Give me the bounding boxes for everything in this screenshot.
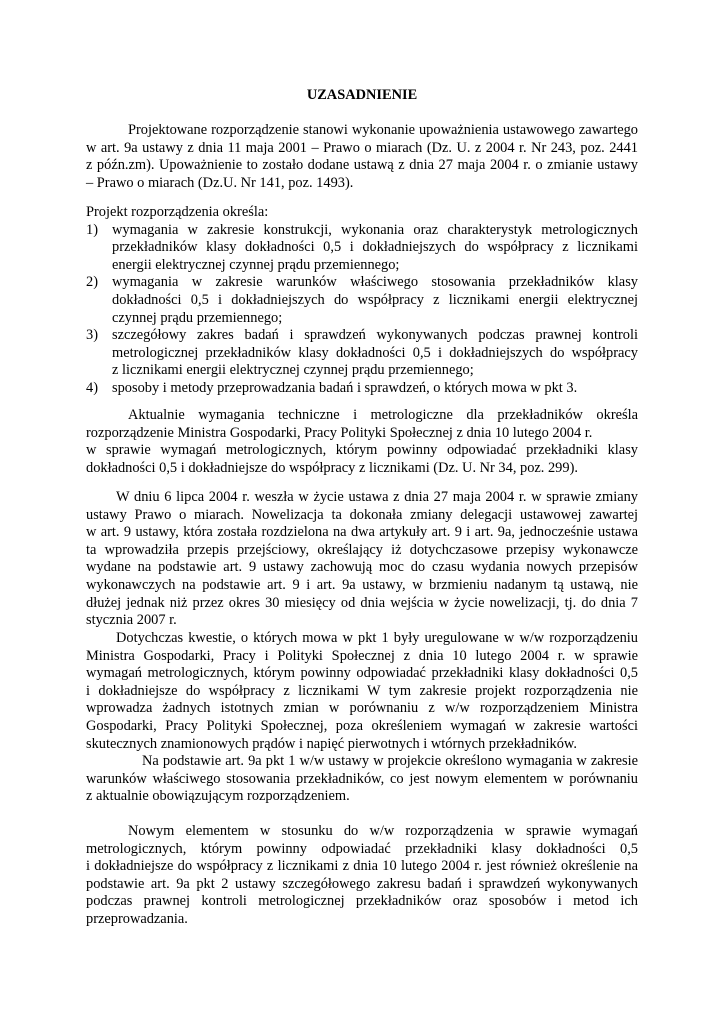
- text-line: z aktualnie obowiązującym rozporządzeniem.: [86, 788, 350, 805]
- list-item: [86, 274, 638, 327]
- text-line: w sprawie wymagań metrologicznych, którym powinny odpowiadać przekładniki klasy: [86, 442, 638, 459]
- text-line: z licznikami energii elektrycznej czynnej prądu przemiennego;: [112, 362, 474, 379]
- list-item: [86, 327, 638, 380]
- paragraph-previous-regulation: [86, 630, 638, 753]
- list-item-number: 2): [86, 274, 98, 291]
- paragraph-amendment: [86, 489, 638, 630]
- text-line: wymagania w zakresie warunków właściwego stosowania przekładników klasy: [112, 274, 638, 291]
- text-line: ta wprowadziła przepis przejściowy, określający iż dotychczasowe przepisy wykonawcze: [86, 541, 638, 558]
- paragraph-legal-basis: [86, 122, 638, 192]
- text-line: energii elektrycznej czynnej prądu przemiennego;: [112, 256, 400, 273]
- text-line: w art. 9 ustawy, która została rozdzielona na dwa artykuły art. 9 i art. 9a, jednocześnie ustawa: [86, 524, 638, 541]
- text-line: Gospodarki, Pracy Polityki Społecznej, poza określeniem wymagań w zakresie wartości: [86, 717, 638, 734]
- text-line: z późn.zm). Upoważnienie to zostało dodane ustawą z dnia 27 maja 2004 r. o zmianie ustawy: [86, 157, 638, 174]
- text-line: Nowym elementem w stosunku do w/w rozporządzenia w sprawie wymagań: [128, 823, 638, 839]
- text-line: i dokładniejsze do współpracy z licznikami W tym zakresie projekt rozporządzenia nie: [86, 682, 638, 699]
- text-line: w art. 9a ustawy z dnia 11 maja 2001 – Prawo o miarach (Dz. U. z 2004 r. Nr 243, poz. 2441: [86, 139, 638, 156]
- text-line: ustawy Prawo o miarach. Nowelizacja ta dokonała zmiany delegacji ustawowej zawartej: [86, 506, 638, 523]
- text-line: metrologicznych, którym powinny odpowiadać przekładniki klasy dokładności 0,5: [86, 840, 638, 857]
- paragraph-current-requirements: [86, 407, 638, 477]
- text-line: Dotychczas kwestie, o których mowa w pkt 1 były uregulowane w w/w rozporządzeniu: [116, 630, 638, 646]
- document-title: UZASADNIENIE: [306, 87, 418, 103]
- list-item: [86, 222, 638, 275]
- text-line: podczas prawnej kontroli metrologicznej przekładników oraz sposobów i metod ich: [86, 893, 638, 910]
- text-line: Projektowane rozporządzenie stanowi wykonanie upoważnienia ustawowego zawartego: [128, 122, 638, 138]
- text-line: wykonawczych na podstawie art. 9 i art. 9a ustawy, w brzmieniu nadanym tą ustawą, nie: [86, 576, 638, 593]
- text-line: rozporządzenie Ministra Gospodarki, Pracy Polityki Społecznej z dnia 10 lutego 2004 r.: [86, 424, 593, 441]
- text-line: dokładności 0,5 i dokładniejsze do współpracy z licznikami (Dz. U. Nr 34, poz. 299).: [86, 459, 578, 476]
- text-line: Na podstawie art. 9a pkt 1 w/w ustawy w projekcie określono wymagania w zakresie: [142, 753, 638, 769]
- list-item: [86, 380, 638, 398]
- list-item-number: 4): [86, 379, 98, 396]
- text-line: sposoby i metody przeprowadzania badań i sprawdzeń, o których mowa w pkt 3.: [112, 379, 578, 396]
- text-line: stycznia 2007 r.: [86, 612, 177, 629]
- regulation-scope-list: [86, 204, 638, 398]
- list-item-number: 3): [86, 327, 98, 344]
- text-line: czynnej prądu przemiennego;: [112, 309, 283, 326]
- text-line: dłużej jednak niż przez okres 30 miesięcy od dnia wejścia w życie nowelizacji, tj. do dnia 7: [86, 594, 638, 611]
- text-line: przeprowadzania.: [86, 910, 188, 927]
- text-line: skutecznych znamionowych prądów i napięć pierwotnych i wtórnych przekładników.: [86, 735, 577, 752]
- list-intro: Projekt rozporządzenia określa:: [86, 204, 269, 220]
- text-line: i dokładniejsze do współpracy z licznikami z dnia 10 lutego 2004 r. jest również określenie na: [86, 858, 638, 875]
- text-line: szczegółowy zakres badań i sprawdzeń wykonywanych podczas prawnej kontroli: [112, 327, 638, 344]
- text-line: dokładności 0,5 i dokładniejszych do współpracy z licznikami energii elektrycznej: [112, 291, 638, 308]
- text-line: Ministra Gospodarki, Pracy i Polityki Społecznej z dnia 10 lutego 2004 r. w sprawie: [86, 647, 638, 664]
- paragraph-new-conditions: [86, 753, 638, 806]
- text-line: – Prawo o miarach (Dz.U. Nr 141, poz. 1493).: [86, 174, 354, 191]
- text-line: wydane na podstawie art. 9 ustawy zachowują moc do czasu wydania nowych przepisów: [86, 559, 638, 576]
- text-line: przekładników klasy dokładności 0,5 i dokładniejszych do współpracy z licznikami: [112, 239, 638, 256]
- text-line: Aktualnie wymagania techniczne i metrologiczne dla przekładników określa: [128, 407, 638, 423]
- text-line: wprowadza żadnych istotnych zmian w porównaniu z w/w rozporządzeniem Ministra: [86, 700, 638, 717]
- text-line: metrologicznej przekładników klasy dokładności 0,5 i dokładniejszych do współpracy: [112, 344, 638, 361]
- list-item-number: 1): [86, 221, 98, 238]
- text-line: podstawie art. 9a pkt 2 ustawy szczegółowego zakresu badań i sprawdzeń wykonywanych: [86, 875, 638, 892]
- paragraph-new-scope: [86, 823, 638, 929]
- text-line: warunków właściwego stosowania przekładników, co jest nowym elementem w porównaniu: [86, 770, 638, 787]
- text-line: wymagań metrologicznych, którym powinny odpowiadać przekładniki klasy dokładności 0,5: [86, 665, 638, 682]
- text-line: W dniu 6 lipca 2004 r. weszła w życie ustawa z dnia 27 maja 2004 r. w sprawie zmiany: [116, 489, 638, 505]
- text-line: wymagania w zakresie konstrukcji, wykonania oraz charakterystyk metrologicznych: [112, 221, 638, 238]
